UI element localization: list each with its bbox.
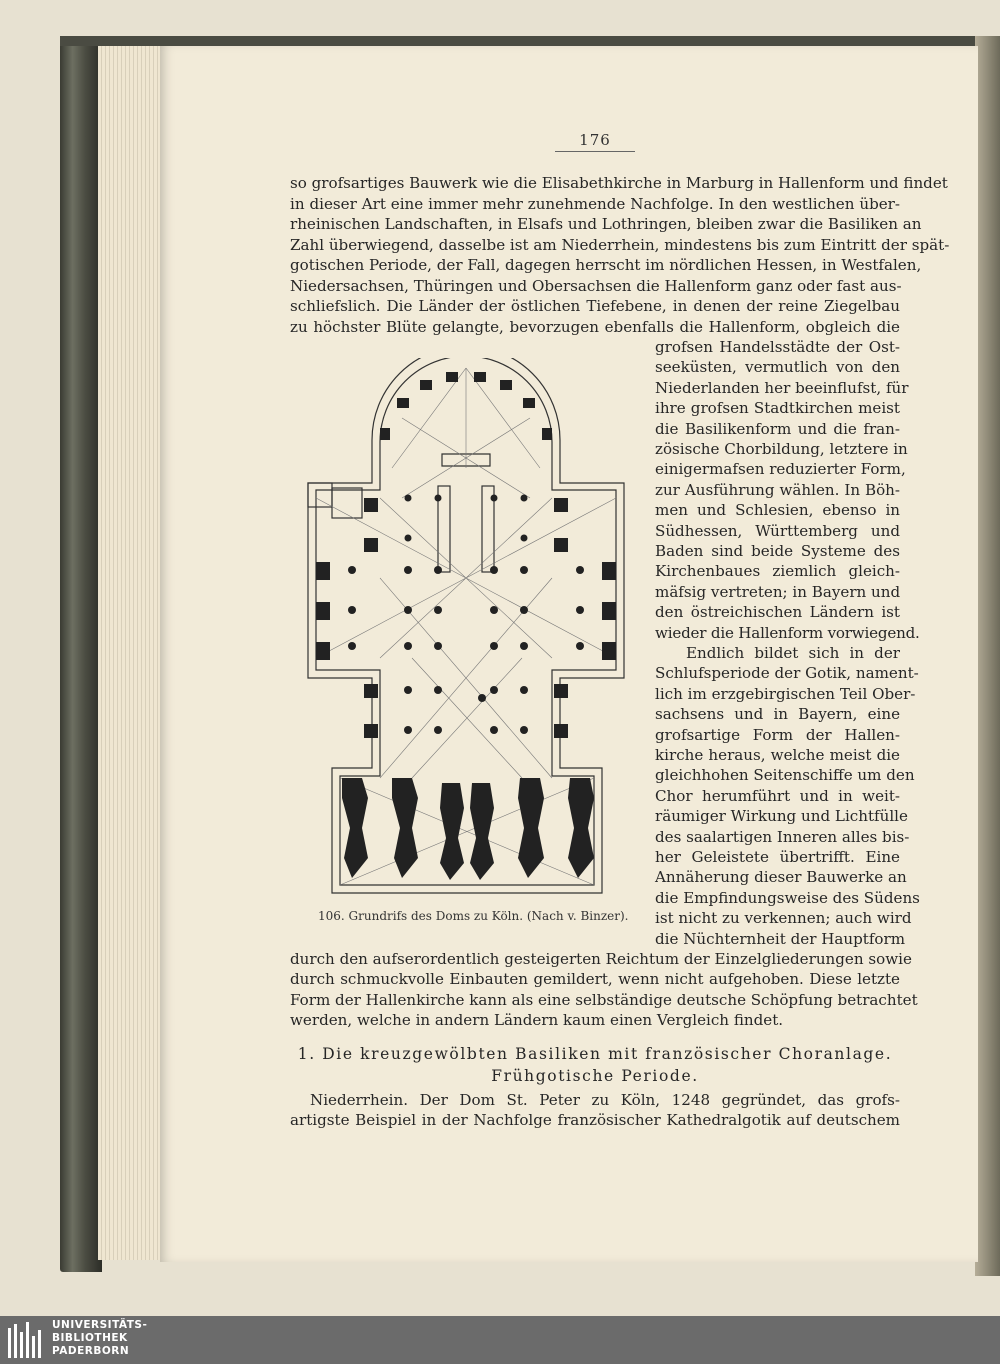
logo-line: BIBLIOTHEK [52,1332,128,1344]
book-cover-right [975,36,1000,1276]
text-line: die Empfindungsweise des Südens [655,888,920,907]
text-line: die Nüchternheit der Hauptform [655,929,906,948]
text-line: Baden sind beide Systeme des [655,542,900,560]
text-line: her Geleistete übertrifft. Eine [655,848,900,866]
text-line: Kirchenbaues ziemlich gleich- [655,562,900,581]
text-line: kirche heraus, welche meist die [655,746,900,764]
text-line: Niederlanden her beeinflufst, für [655,378,909,397]
text-line: grofsen Handelsstädte der Ost- [655,338,900,356]
section-heading: 1. Die kreuzgewölbten Basiliken mit französischer Choranlage. [297,1045,893,1063]
section-subheading: Frühgotische Periode. [491,1067,699,1085]
text-line: Chor herumführt und in weit- [655,786,900,805]
text-line: Form der Hallenkirche kann als eine selbständige deutsche Schöpfung betrachtet [290,990,918,1009]
text-line: Schlufsperiode der Gotik, nament- [655,664,919,683]
text-line: men und Schlesien, ebenso in [655,501,900,520]
text-line: grofsartige Form der Hallen- [655,725,900,744]
text-line: Annäherung dieser Bauwerke an [655,868,907,887]
book-cover-left [60,40,102,1272]
cathedral-floor-plan [302,358,630,898]
text-line: des saalartigen Inneren alles bis- [655,827,910,846]
logo-line: PADERBORN [52,1345,130,1357]
text-line: zösische Chorbildung, letztere in [655,440,908,458]
text-line: wieder die Hallenform vorwiegend. [655,623,920,642]
book-cover-top [60,36,980,46]
text-line: gotischen Periode, der Fall, dagegen herrscht im nördlichen Hessen, in Westfalen, [290,256,922,274]
logo-line: UNIVERSITÄTS- [52,1319,148,1331]
library-logo-icon [6,1320,46,1360]
text-line: Zahl überwiegend, dasselbe ist am Niederrhein, mindestens bis zum Eintritt der spät- [290,235,950,254]
text-line: so grofsartiges Bauwerk wie die Elisabethkirche in Marburg in Hallenform und findet [290,174,948,192]
text-line: gleichhohen Seitenschiffe um den [655,766,915,785]
text-line: Niederrhein. Der Dom St. Peter zu Köln, 1248 gegründet, das grofs- [310,1091,900,1109]
text-line: einigermafsen reduzierter Form, [655,460,906,479]
text-line: durch schmuckvolle Einbauten gemildert, wenn nicht aufgehoben. Diese letzte [290,970,900,989]
text-line: zur Ausführung wählen. In Böh- [655,480,900,499]
text-line: den östreichischen Ländern ist [655,603,900,622]
text-line: ihre grofsen Stadtkirchen meist [655,399,900,418]
page-edges [98,46,164,1260]
figure-caption: 106. Grundrifs des Doms zu Köln. (Nach v. Binzer). [318,909,629,923]
page-number: 176 [555,131,635,152]
text-line: werden, welche in andern Ländern kaum einen Vergleich findet. [290,1011,784,1030]
text-line: ist nicht zu verkennen; auch wird [655,909,912,928]
text-line: Endlich bildet sich in der [686,644,900,662]
text-line: artigste Beispiel in der Nachfolge französischer Kathedralgotik auf deutschem [290,1111,900,1130]
text-line: mäfsig vertreten; in Bayern und [655,582,901,601]
text-line: räumiger Wirkung und Lichtfülle [655,807,908,826]
text-line: schliefslich. Die Länder der östlichen Tiefebene, in denen der reine Ziegelbau [290,297,900,315]
text-line: Niedersachsen, Thüringen und Obersachsen die Hallenform ganz oder fast aus- [290,276,902,295]
text-line: die Basilikenform und die fran- [655,419,900,438]
text-line: durch den aufserordentlich gesteigerten Reichtum der Einzelgliederungen sowie [290,950,912,968]
text-line: zu höchster Blüte gelangte, bevorzugen ebenfalls die Hallenform, obgleich die [290,317,900,336]
text-line: lich im erzgebirgischen Teil Ober- [655,684,916,703]
text-line: in dieser Art eine immer mehr zunehmende Nachfolge. In den westlichen über- [290,194,900,213]
text-line: sachsens und in Bayern, eine [655,705,900,724]
library-logo-text [52,1319,147,1358]
library-footer [0,1316,1000,1364]
text-line: seeküsten, vermutlich von den [655,358,900,377]
text-line: rheinischen Landschaften, in Elsafs und Lothringen, bleiben zwar die Basiliken an [290,215,922,233]
text-line: Südhessen, Württemberg und [655,521,900,540]
